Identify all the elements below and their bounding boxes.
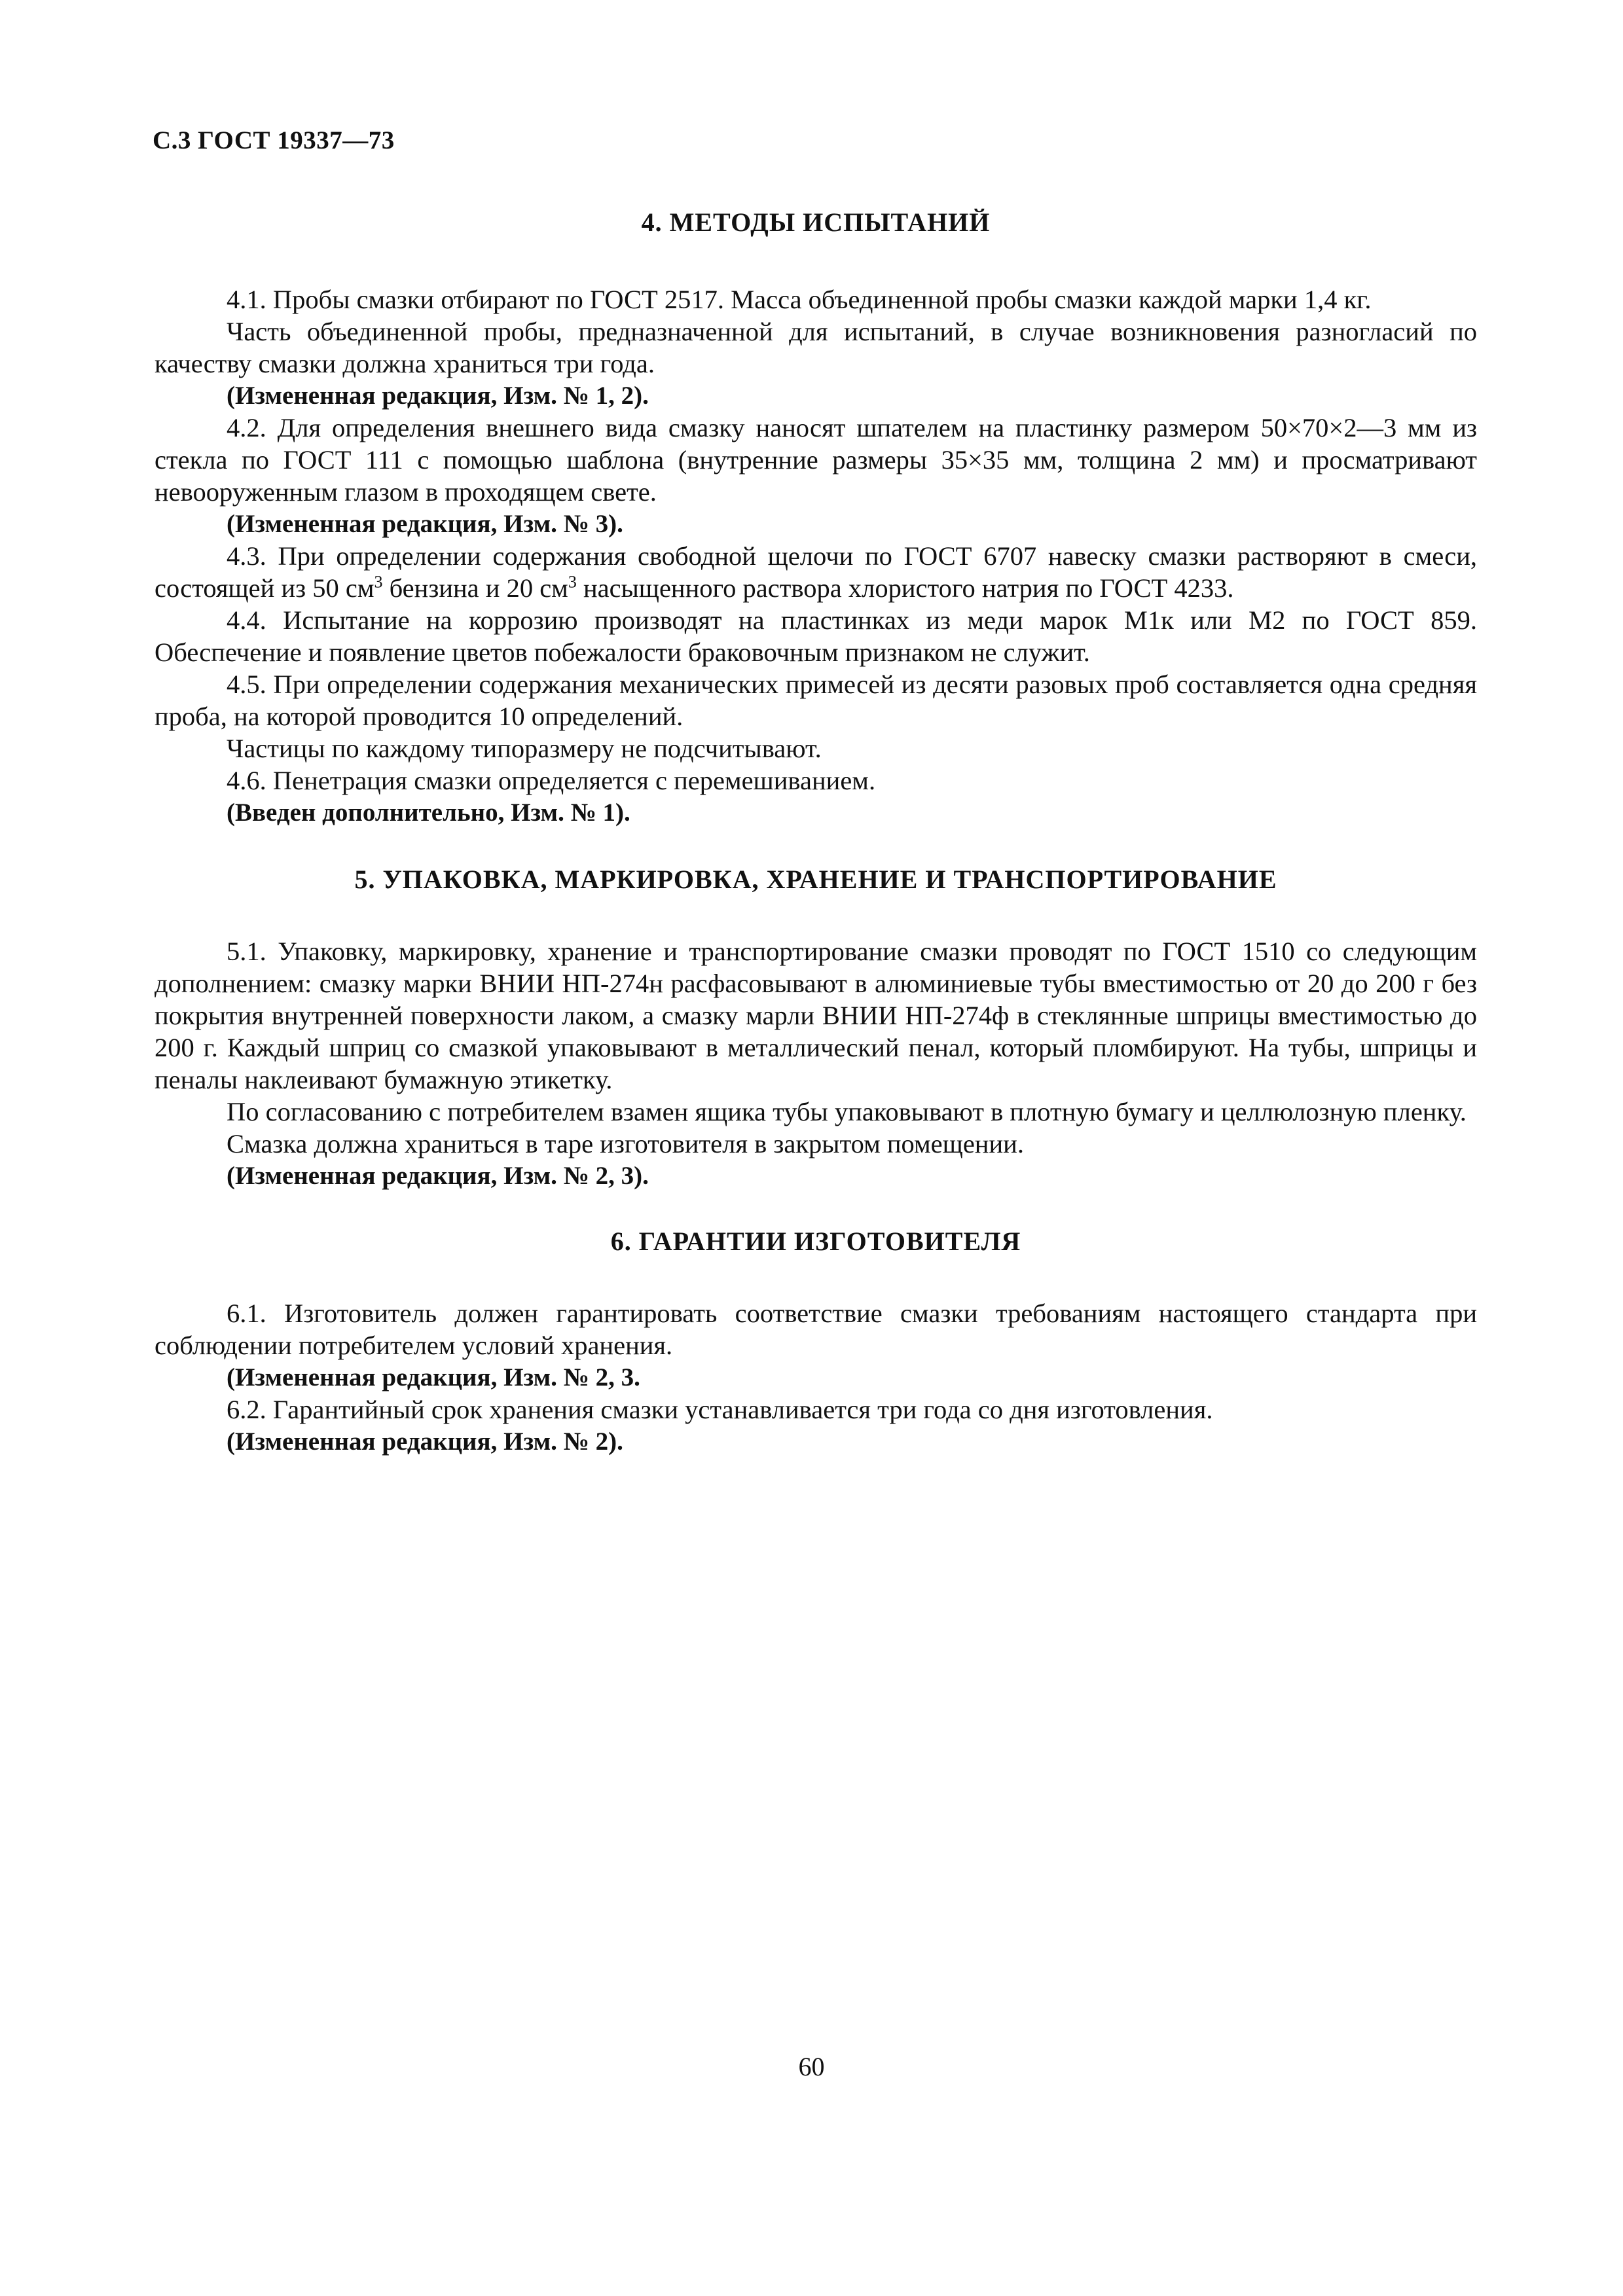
paragraph-4-5-continued: Частицы по каждому типоразмеру не подсчитывают. (227, 734, 822, 763)
paragraph-4-5: 4.5. При определении содержания механических примесей из десяти разовых проб составляется одна средняя проба, на которой проводится 10 определений. (155, 670, 1477, 731)
amendment-note: (Измененная редакция, Изм. № 2, 3. (227, 1363, 640, 1391)
paragraph-5-1-continued: По согласованию с потребителем взамен ящика тубы упаковывают в плотную бумагу и целлюлозную пленку. (227, 1097, 1467, 1126)
section-warranty (155, 1226, 1477, 1458)
page-number: 60 (798, 2052, 825, 2081)
amendment-note: (Измененная редакция, Изм. № 2, 3). (227, 1162, 649, 1190)
paragraph-6-1: 6.1. Изготовитель должен гарантировать соответствие смазки требованиям настоящего стандарта при соблюдении потребителем условий хранения. (155, 1299, 1477, 1360)
paragraph-5-1-storage: Смазка должна храниться в таре изготовителя в закрытом помещении. (227, 1129, 1024, 1158)
paragraph-4-4: 4.4. Испытание на коррозию производят на пластинках из меди марок М1к или М2 по ГОСТ 859. Обеспечение и появление цветов побежалости браковочным признаком не служит. (155, 605, 1477, 667)
paragraph-6-2: 6.2. Гарантийный срок хранения смазки устанавливается три года со дня изготовления. (227, 1395, 1213, 1424)
section-title: 6. ГАРАНТИИ ИЗГОТОВИТЕЛЯ (610, 1227, 1021, 1256)
paragraph-4-3-part-c: насыщенного раствора хлористого натрия по ГОСТ 4233. (576, 573, 1234, 603)
paragraph-4-2: 4.2. Для определения внешнего вида смазку наносят шпателем на пластинку размером 50×70×2—3 мм из стекла по ГОСТ 111 с помощью шаблона (внутренние размеры 35×35 мм, толщина 2 мм) и просматривают невооруженным глазом в проходящем свете. (155, 413, 1477, 507)
superscript-3: 3 (374, 572, 383, 592)
paragraph-5-1: 5.1. Упаковку, маркировку, хранение и транспортирование смазки проводят по ГОСТ 1510 со следующим дополнением: смазку марки ВНИИ НП-274н расфасовывают в алюминиевые тубы вместимостью от 20 до 200 г без покрытия внутренней поверхности лаком, а смазку марли ВНИИ НП-274ф в стеклянные шприцы вместимостью до 200 г. Каждый шприц со смазкой упаковывают в металлический пенал, который пломбируют. На тубы, шприцы и пеналы наклеивают бумажную этикетку. (155, 937, 1477, 1094)
paragraph-4-3 (155, 540, 1477, 604)
section-test-methods (155, 207, 1477, 829)
paragraph-4-1-continued: Часть объединенной пробы, предназначенной для испытаний, в случае возникновения разногласий по качеству смазки должна храниться три года. (155, 317, 1477, 378)
amendment-note: (Измененная редакция, Изм. № 1, 2). (227, 382, 649, 410)
amendment-note: (Введен дополнительно, Изм. № 1). (227, 798, 630, 827)
amendment-note: (Измененная редакция, Изм. № 2). (227, 1427, 623, 1456)
amendment-note: (Измененная редакция, Изм. № 3). (227, 510, 623, 538)
document-body (155, 207, 1477, 1458)
paragraph-4-6: 4.6. Пенетрация смазки определяется с перемешиванием. (227, 766, 876, 795)
paragraph-4-3-part-b: бензина и 20 см (382, 573, 568, 603)
section-title: 4. МЕТОДЫ ИСПЫТАНИЙ (641, 207, 991, 237)
superscript-3: 3 (568, 572, 577, 592)
paragraph-4-1: 4.1. Пробы смазки отбирают по ГОСТ 2517. Масса объединенной пробы смазки каждой марки 1,4 кг. (227, 285, 1372, 314)
page-header: С.3 ГОСТ 19337—73 (153, 126, 395, 154)
section-title: 5. УПАКОВКА, МАРКИРОВКА, ХРАНЕНИЕ И ТРАНСПОРТИРОВАНИЕ (354, 865, 1277, 894)
section-packaging (155, 864, 1477, 1192)
paragraph-4-3-part-a: 4.3. При определении содержания свободной щелочи по ГОСТ 6707 навеску смазки растворяют в смеси, состоящей из 50 см (155, 541, 1477, 603)
